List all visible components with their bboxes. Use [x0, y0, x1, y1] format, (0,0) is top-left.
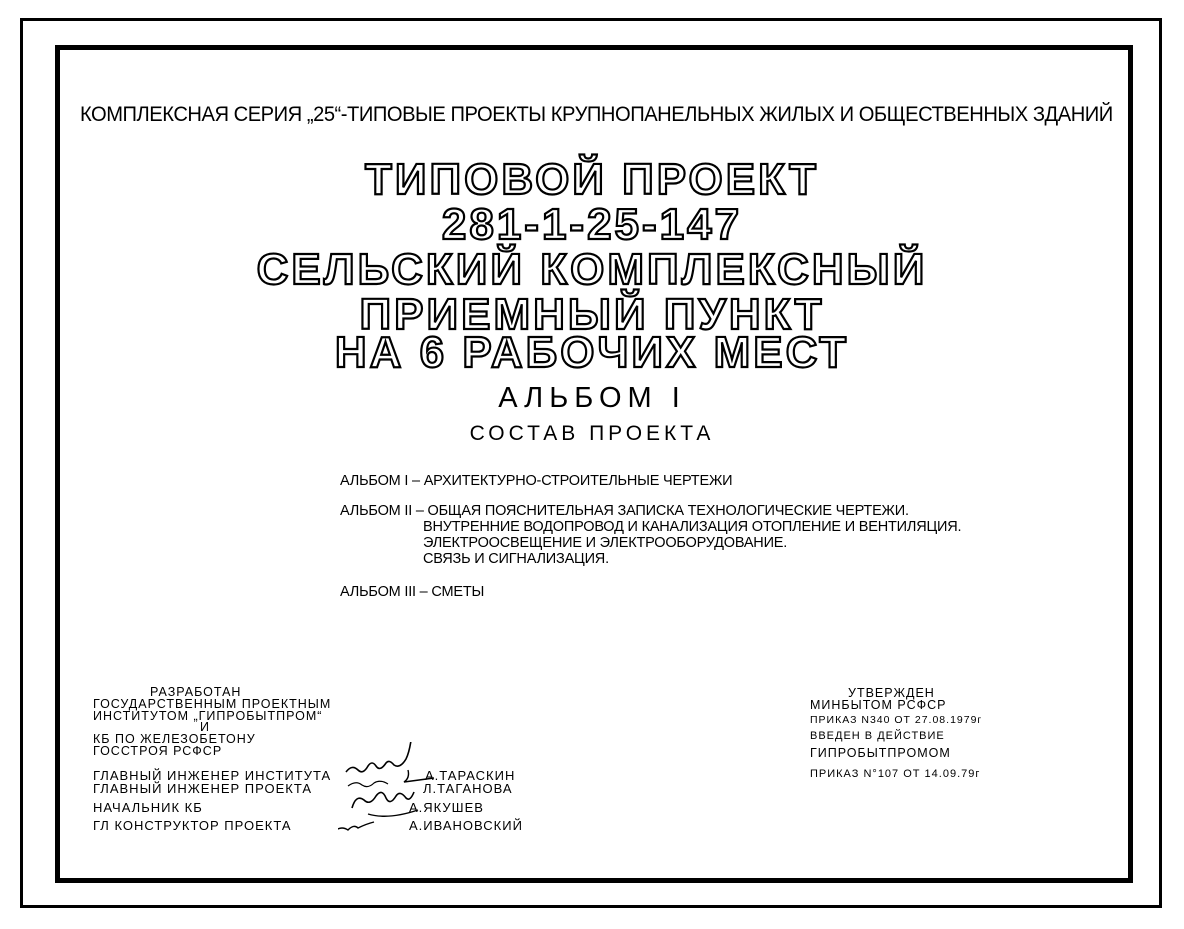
- project-number: 281-1-25-147: [441, 200, 743, 249]
- contents-album-2: АЛЬБОМ II – ОБЩАЯ ПОЯСНИТЕЛЬНАЯ ЗАПИСКА ТЕХНОЛОГИЧЕСКИЕ ЧЕРТЕЖИ.: [340, 503, 909, 519]
- contents-album-3: АЛЬБОМ III – СМЕТЫ: [340, 584, 485, 600]
- developer-line-4: И: [200, 720, 210, 734]
- approval-line-1: УТВЕРЖДЕН: [848, 686, 935, 700]
- signature-role-2: ГЛАВНЫЙ ИНЖЕНЕР ПРОЕКТА: [93, 781, 313, 796]
- signature-role-1: ГЛАВНЫЙ ИНЖЕНЕР ИНСТИТУТА: [93, 768, 332, 783]
- series-header: КОМПЛЕКСНАЯ СЕРИЯ „25“-ТИПОВЫЕ ПРОЕКТЫ КРУПНОПАНЕЛЬНЫХ ЖИЛЫХ И ОБЩЕСТВЕННЫХ ЗДАНИЙ: [80, 103, 1113, 126]
- signature-role-4: ГЛ КОНСТРУКТОР ПРОЕКТА: [93, 818, 292, 833]
- title-line-4: ПРИЕМНЫЙ ПУНКТ: [359, 290, 825, 339]
- album-title: АЛЬБОМ I: [498, 382, 686, 414]
- signature-name-2: Л.ТАГАНОВА: [423, 781, 513, 796]
- title-line-3: СЕЛЬСКИЙ КОМПЛЕКСНЫЙ: [256, 245, 928, 294]
- developer-line-6: ГОССТРОЯ РСФСР: [93, 744, 223, 758]
- contents-album-2-line-3: ЭЛЕКТРООСВЕЩЕНИЕ И ЭЛЕКТРООБОРУДОВАНИЕ.: [423, 535, 788, 551]
- contents-title: СОСТАВ ПРОЕКТА: [469, 422, 715, 445]
- signature-role-3: НАЧАЛЬНИК КБ: [93, 800, 203, 815]
- approval-line-2: МИНБЫТОМ РСФСР: [810, 698, 947, 712]
- developer-line-2: ГОСУДАРСТВЕННЫМ ПРОЕКТНЫМ: [93, 697, 332, 711]
- approval-line-6: ПРИКАЗ N°107 ОТ 14.09.79г: [810, 768, 981, 780]
- contents-album-2-line-2: ВНУТРЕННИЕ ВОДОПРОВОД И КАНАЛИЗАЦИЯ ОТОПЛЕНИЕ И ВЕНТИЛЯЦИЯ.: [423, 519, 962, 535]
- signature-name-4: А.ИВАНОВСКИЙ: [409, 818, 523, 833]
- developer-line-3: ИНСТИТУТОМ „ГИПРОБЫТПРОМ“: [93, 709, 323, 723]
- approval-line-5: ГИПРОБЫТПРОМОМ: [810, 746, 951, 760]
- signature-name-3: А.ЯКУШЕВ: [409, 800, 484, 815]
- signature-name-1: А.ТАРАСКИН: [425, 768, 516, 783]
- title-line-5: НА 6 РАБОЧИХ МЕСТ: [334, 328, 850, 377]
- contents-album-2-line-4: СВЯЗЬ И СИГНАЛИЗАЦИЯ.: [423, 551, 609, 567]
- approval-line-3: ПРИКАЗ N340 ОТ 27.08.1979г: [810, 714, 983, 726]
- contents-album-1: АЛЬБОМ I – АРХИТЕКТУРНО-СТРОИТЕЛЬНЫЕ ЧЕРТЕЖИ: [340, 473, 733, 489]
- handwritten-signatures: [338, 742, 438, 837]
- developer-line-1: РАЗРАБОТАН: [150, 685, 242, 699]
- approval-line-4: ВВЕДЕН В ДЕЙСТВИЕ: [810, 730, 945, 742]
- developer-line-5: КБ ПО ЖЕЛЕЗОБЕТОНУ: [93, 732, 256, 746]
- title-line-1: ТИПОВОЙ ПРОЕКТ: [365, 155, 819, 204]
